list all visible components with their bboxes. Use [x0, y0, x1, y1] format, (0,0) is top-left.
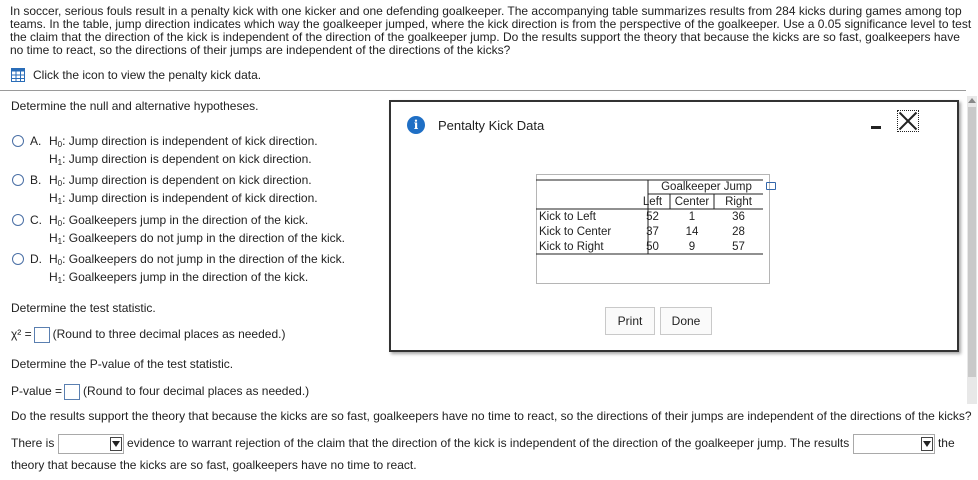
data-link-text[interactable]: Click the icon to view the penalty kick data.	[33, 68, 262, 82]
p-value-prompt: Determine the P-value of the test statistic.	[11, 357, 234, 371]
option-b-h0: $H_0$: Jump direction is dependent on kick direction.	[49, 173, 312, 188]
info-icon: i	[407, 116, 425, 134]
chevron-down-icon[interactable]	[110, 437, 122, 451]
chevron-down-icon[interactable]	[921, 437, 933, 451]
row-label: Kick to Right	[539, 241, 604, 253]
option-d-h0: $H_0$: Goalkeepers do not jump in the direction of the kick.	[49, 252, 345, 267]
option-letter: C.	[30, 213, 42, 227]
table-cell: 14	[685, 226, 699, 238]
test-statistic-prompt: Determine the test statistic.	[11, 301, 156, 315]
conclusion-text-a: There is	[11, 436, 55, 451]
table-cell: 57	[732, 241, 745, 253]
option-c[interactable]	[12, 213, 372, 247]
option-c-h1: $H_1$: Goalkeepers do not jump in the direction of the kick.	[49, 231, 345, 246]
section-divider	[0, 90, 966, 91]
col-header-center: Center	[674, 196, 710, 208]
dialog-header	[407, 116, 544, 134]
conclusion-line	[11, 434, 955, 454]
data-link-row[interactable]	[11, 67, 261, 83]
option-b-h1: $H_1$: Jump direction is independent of kick direction.	[49, 191, 318, 206]
radio-c[interactable]	[12, 214, 24, 226]
results-dropdown[interactable]	[853, 434, 935, 454]
test-statistic-row	[11, 327, 285, 343]
conclusion-question: Do the results support the theory that because the kicks are so fast, goalkeepers have no time to react, so the directions of their jumps are independent of the directions of the kicks?	[11, 409, 972, 423]
table-cell: 28	[732, 226, 745, 238]
option-a-h0: $H_0$: Jump direction is independent of kick direction.	[49, 134, 318, 149]
option-letter: D.	[30, 252, 42, 266]
evidence-dropdown[interactable]	[58, 434, 124, 454]
group-header: Goalkeeper Jump	[661, 181, 752, 193]
table-cell: 1	[688, 211, 696, 223]
p-value-hint: (Round to four decimal places as needed.)	[83, 384, 310, 399]
conclusion-text-b: evidence to warrant rejection of the claim that the direction of the kick is independent of the direction of the goalkeeper jump. The results	[127, 436, 850, 451]
close-icon[interactable]	[897, 110, 919, 132]
col-header-right: Right	[725, 196, 752, 208]
radio-b[interactable]	[12, 174, 24, 186]
chi-square-input[interactable]	[34, 327, 50, 343]
option-d-h1: $H_1$: Goalkeepers jump in the direction of the kick.	[49, 270, 309, 285]
option-letter: B.	[30, 173, 42, 187]
print-button[interactable]: Print	[605, 307, 655, 335]
col-header-left: Left	[642, 196, 663, 208]
option-a[interactable]	[12, 134, 372, 168]
table-cell: 36	[732, 211, 745, 223]
option-b[interactable]	[12, 173, 372, 207]
table-icon[interactable]	[11, 68, 25, 82]
row-label: Kick to Center	[539, 226, 612, 238]
option-d[interactable]	[12, 252, 372, 286]
option-c-h0: $H_0$: Goalkeepers jump in the direction of the kick.	[49, 213, 309, 228]
row-label: Kick to Left	[539, 211, 596, 223]
chi-square-hint: (Round to three decimal places as needed.)	[52, 327, 286, 342]
chi-square-label: χ² =	[11, 327, 32, 342]
problem-intro: In soccer, serious fouls result in a penalty kick with one kicker and one defending goalkeeper. The accompanying table summarizes results from 284 kicks during games among top teams. In the table, jump direction indicates which way the goalkeeper jumped, where the kick direction is from the perspective of the goalkeeper. Use a 0.05 significance level to test the claim that the direction of the kick is independent of the direction of the goalkeeper jump. Do the results support the theory that because the kicks are so fast, goalkeepers have no time to react, so the directions of their jumps are independent of the directions of the kicks?	[10, 4, 972, 57]
table-cell: 37	[646, 226, 659, 238]
table-cell: 52	[646, 211, 659, 223]
radio-d[interactable]	[12, 253, 24, 265]
p-value-input[interactable]	[64, 384, 80, 400]
hypotheses-prompt: Determine the null and alternative hypotheses.	[11, 99, 259, 113]
p-value-label: P-value =	[11, 384, 63, 399]
done-button[interactable]: Done	[660, 307, 712, 335]
penalty-kick-data-dialog[interactable]	[389, 100, 959, 352]
radio-a[interactable]	[12, 135, 24, 147]
table-cell: 9	[688, 241, 696, 253]
scrollbar-thumb[interactable]	[968, 107, 976, 377]
minimize-icon[interactable]	[871, 126, 881, 129]
dialog-title: Pentalty Kick Data	[438, 117, 545, 133]
p-value-row	[11, 384, 309, 400]
option-a-h1: $H_1$: Jump direction is dependent on kick direction.	[49, 152, 312, 167]
option-letter: A.	[30, 134, 42, 148]
conclusion-text-c: the	[937, 436, 955, 451]
conclusion-line-2: theory that because the kicks are so fast, goalkeepers have no time to react.	[11, 458, 417, 472]
table-cell: 50	[646, 241, 659, 253]
scroll-up-arrow-icon[interactable]	[968, 98, 976, 103]
